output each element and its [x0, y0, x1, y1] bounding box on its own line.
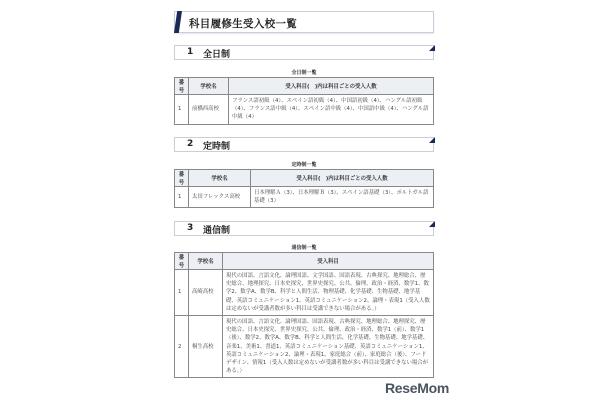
resemom-watermark-logo: ReseMom	[385, 380, 450, 396]
cell-subjects: 現代の国語、言語文化、論理国語、文学国語、国語表現、古典探究、地理総合、歴史総合、地理探究、日本史探究、世界史探究、公共、倫理、政治・経済、数学1、数学2、数学A、数学B、科学と人間生活、物理基礎、化学基礎、生物基礎、地学基礎、英語コミュニケーション1、英語コミュニケーション2、論理・表現1（受入人数は定めないが受講者数が多い科目は受講できない場合がある。）	[223, 270, 434, 316]
table-row	[175, 270, 434, 316]
col-header-subjects: 受入科目	[223, 253, 434, 270]
table-header-row	[175, 170, 434, 187]
col-header-subjects: 受入科目( )内は科目ごとの受入人数	[251, 170, 434, 187]
title-flag-icon	[174, 11, 182, 33]
table-header-row	[175, 78, 434, 95]
section-label: 定時制	[203, 142, 231, 152]
cell-school: 太田フレックス高校	[189, 187, 251, 208]
cell-school: 前橋西高校	[189, 95, 229, 125]
table-header-row	[175, 253, 434, 270]
corner-triangle-icon	[429, 221, 435, 227]
cell-number: 2	[175, 316, 189, 378]
table-row	[175, 187, 434, 208]
table-row	[175, 95, 434, 125]
col-header-school: 学校名	[189, 78, 229, 95]
section-heading-correspondence	[174, 221, 434, 236]
section-number: 1	[187, 47, 194, 57]
cell-subjects: フランス語初級（4）、スペイン語初級（4）、中国語初級（4）、ハングル語初級（4）、フランス語中級（4）、スペイン語中級（4）、中国語中級（4）、ハングル語中級（4）	[229, 95, 434, 125]
table-caption: 定時制一覧	[291, 162, 317, 168]
cell-number: 1	[175, 187, 189, 208]
corner-triangle-icon	[429, 45, 435, 51]
col-header-subjects: 受入科目( )内は科目ごとの受入人数	[229, 78, 434, 95]
col-header-number: 番号	[175, 78, 189, 95]
cell-number: 1	[175, 95, 189, 125]
table-caption: 全日制一覧	[291, 70, 317, 76]
table-row	[175, 316, 434, 378]
page-title-bar	[174, 11, 434, 33]
correspondence-table	[174, 252, 434, 378]
cell-number: 1	[175, 270, 189, 316]
col-header-school: 学校名	[189, 170, 251, 187]
section-number: 2	[187, 139, 194, 149]
cell-school: 高崎高校	[189, 270, 223, 316]
col-header-school: 学校名	[189, 253, 223, 270]
fulltime-table	[174, 77, 434, 125]
cell-school: 桐生高校	[189, 316, 223, 378]
parttime-table	[174, 169, 434, 208]
col-header-number: 番号	[175, 170, 189, 187]
page-title: 科目履修生受入校一覧	[189, 18, 297, 30]
table-caption: 通信制一覧	[291, 245, 317, 251]
section-heading-parttime	[174, 137, 434, 152]
section-heading-fulltime	[174, 45, 434, 60]
cell-subjects: 日本理解Ａ（3）、日本理解Ｂ（3）、スペイン語基礎（3）、ポルトガル語基礎（3）	[251, 187, 434, 208]
section-label: 全日制	[203, 50, 231, 60]
corner-triangle-icon	[429, 137, 435, 143]
col-header-number: 番号	[175, 253, 189, 270]
cell-subjects: 現代の国語、言語文化、論理国語、国語表現、古典探究、地理総合、地理探究、歴史総合、日本史探究、世界史探究、公共、倫理、政治・経済、数学1（前）、数学1（後）、数学2、数学A、数学B、科学と人間生活、化学基礎、生物基礎、地学基礎、音楽1、美術1、書道1、英語コミュニケーション基礎、英語コミュニケーション1、英語コミュニケーション2、論理・表現1、家庭総合（前）、家庭総合（後）、フードデザイン、情報1（受入人数は定めないが受講者数が多い科目は受講できない場合がある。）	[223, 316, 434, 378]
section-number: 3	[187, 223, 194, 233]
section-label: 通信制	[203, 226, 231, 236]
